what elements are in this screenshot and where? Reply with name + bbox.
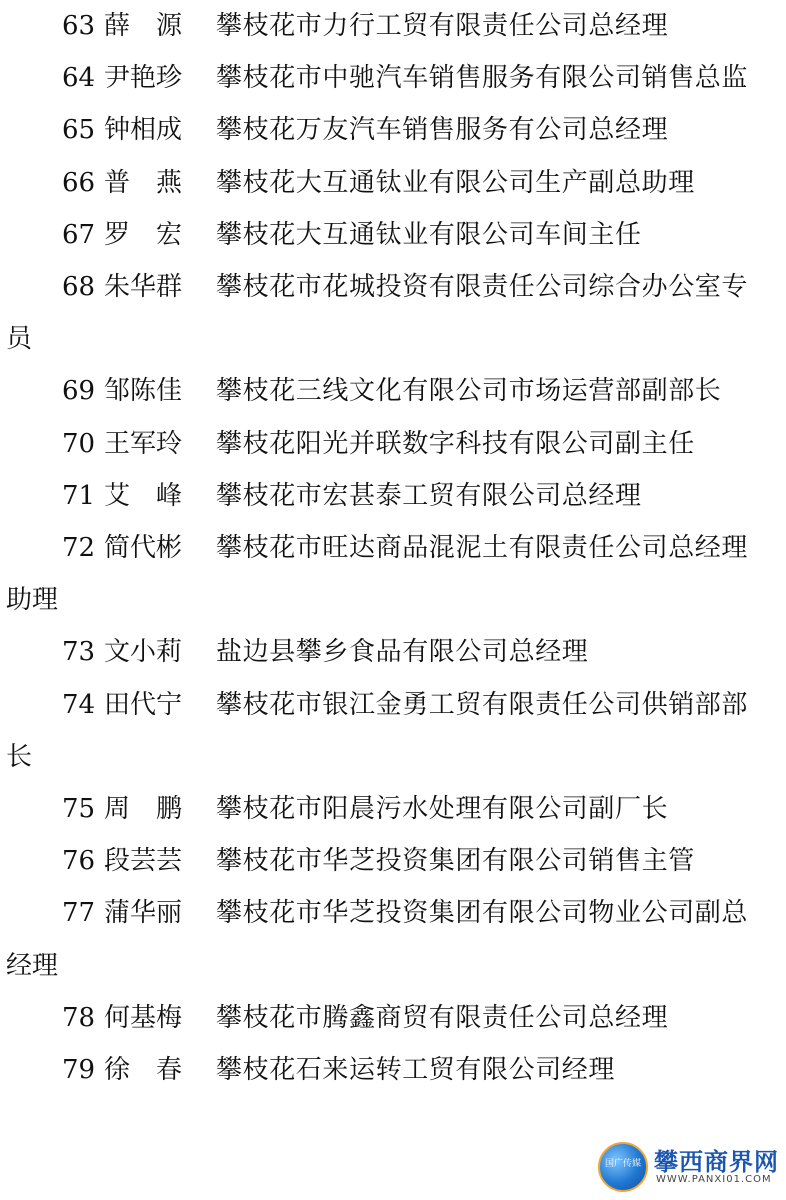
entry-number: 77: [62, 898, 96, 929]
entry-number: 78: [62, 1002, 96, 1033]
list-item: [0, 209, 786, 261]
entry-title: 攀枝花阳光并联数字科技有限公司副主任: [216, 428, 695, 459]
entry-number: 67: [62, 219, 96, 250]
entry-name: 朱华群: [104, 272, 183, 302]
entry-name: 段芸芸: [104, 846, 183, 877]
entry-title-continuation: 经理: [6, 950, 59, 981]
list-item: [0, 261, 786, 313]
entry-name: 普 燕: [104, 167, 183, 198]
entry-name: 尹艳珍: [104, 63, 183, 94]
entry-name: 邹陈佳: [104, 376, 183, 407]
list-item: [0, 418, 786, 470]
entry-name: 田代宁: [104, 689, 183, 720]
list-item: [0, 157, 786, 209]
entry-title: 攀枝花市中驰汽车销售服务有限公司销售总监: [216, 63, 749, 94]
entry-title: 攀枝花市力行工贸有限责任公司总经理: [216, 11, 669, 41]
entry-title: 攀枝花市华芝投资集团有限公司销售主管: [216, 846, 695, 877]
list-item: [0, 1044, 786, 1096]
entry-number: 69: [62, 376, 96, 407]
logo-site-name: 攀西商界网: [654, 1147, 779, 1176]
entry-number: 73: [62, 637, 96, 668]
list-item: [0, 522, 786, 574]
list-item: [0, 0, 786, 52]
entry-title: 攀枝花市花城投资有限责任公司综合办公室专: [216, 272, 749, 302]
entry-title: 攀枝花大互通钛业有限公司车间主任: [216, 219, 642, 250]
entry-number: 64: [62, 63, 96, 94]
entry-name: 文小莉: [104, 637, 183, 668]
list-item: [0, 626, 786, 678]
entry-title-continuation: 员: [6, 324, 33, 355]
logo-emblem-text: 国广传媒: [604, 1159, 641, 1169]
entry-number: 76: [62, 846, 96, 877]
entry-name: 艾 峰: [104, 480, 183, 511]
entry-number: 74: [62, 689, 96, 720]
list-item: [0, 992, 786, 1044]
list-item: [0, 887, 786, 939]
entry-name: 钟相成: [104, 115, 183, 146]
list-item: [0, 104, 786, 156]
watermark-logo: [598, 1140, 784, 1196]
entry-name: 蒲华丽: [104, 898, 183, 929]
entry-number: 75: [62, 794, 96, 824]
entry-name: 薛 源: [104, 11, 183, 41]
entry-number: 71: [62, 480, 96, 511]
entry-number: 72: [62, 533, 96, 563]
entry-number: 70: [62, 428, 96, 459]
entry-number: 66: [62, 167, 96, 198]
entry-title: 攀枝花大互通钛业有限公司生产副总助理: [216, 167, 695, 198]
entry-title: 攀枝花市宏甚泰工贸有限公司总经理: [216, 480, 642, 511]
entry-name: 王军玲: [104, 428, 183, 459]
entry-name: 何基梅: [104, 1002, 183, 1033]
entry-title: 盐边县攀乡食品有限公司总经理: [216, 637, 589, 668]
entry-number: 65: [62, 115, 96, 146]
entry-title: 攀枝花石来运转工贸有限公司经理: [216, 1055, 616, 1085]
entry-name: 周 鹏: [104, 794, 183, 824]
entry-number: 79: [62, 1055, 96, 1085]
entry-title: 攀枝花市银江金勇工贸有限责任公司供销部部: [216, 689, 749, 720]
entry-title-continuation: 长: [6, 741, 33, 772]
entry-number: 63: [62, 11, 96, 41]
entry-name: 简代彬: [104, 533, 183, 563]
list-item: [0, 783, 786, 835]
list-item: [0, 835, 786, 887]
list-item: [0, 365, 786, 417]
list-item: [0, 52, 786, 104]
logo-site-url: WWW.PANXI01.COM: [656, 1174, 772, 1185]
entry-title: 攀枝花市华芝投资集团有限公司物业公司副总: [216, 898, 749, 929]
list-item: [0, 679, 786, 731]
entry-number: 68: [62, 272, 96, 302]
entry-title: 攀枝花市阳晨污水处理有限公司副厂长: [216, 794, 669, 824]
entry-title: 攀枝花市旺达商品混泥土有限责任公司总经理: [216, 533, 749, 563]
entry-title: 攀枝花万友汽车销售服务有公司总经理: [216, 115, 669, 146]
entry-name: 罗 宏: [104, 219, 183, 250]
entry-title: 攀枝花市腾鑫商贸有限责任公司总经理: [216, 1002, 669, 1033]
entry-title-continuation: 助理: [6, 585, 59, 616]
entry-title: 攀枝花三线文化有限公司市场运营部副部长: [216, 376, 722, 407]
entry-name: 徐 春: [104, 1055, 183, 1085]
list-item: [0, 470, 786, 522]
